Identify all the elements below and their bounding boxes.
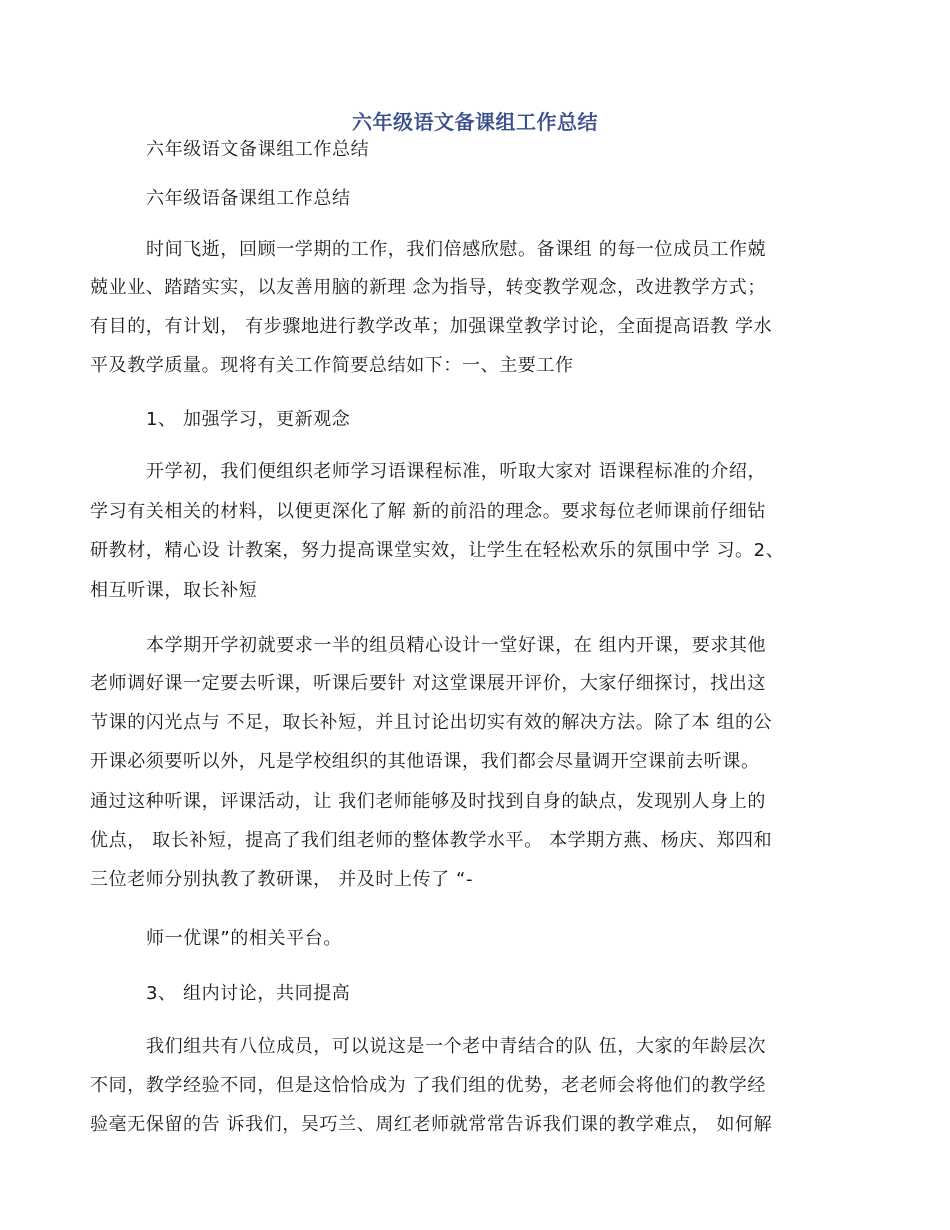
section-heading: 3、 组内讨论，共同提高 (146, 983, 351, 1004)
section-heading: 相互听课，取长补短 (90, 580, 258, 601)
paragraph-line: 节课的闪光点与 不足，取长补短，并且讨论出切实有效的解决方法。除了本 组的公 (90, 712, 773, 733)
subtitle-line: 六年级语备课组工作总结 (146, 188, 351, 209)
paragraph-line: 开课必须要听以外，凡是学校组织的其他语课，我们都会尽量调开空课前去听课。 (90, 751, 760, 772)
paragraph-line: 三位老师分别执教了教研课， 并及时上传了 “- (90, 869, 474, 890)
paragraph-line: 师一优课”的相关平台。 (146, 928, 342, 949)
section-heading: 1、 加强学习，更新观念 (146, 409, 351, 430)
paragraph-line: 老师调好课一定要去听课，听课后要针 对这堂课展开评价，大家仔细探讨，找出这 (90, 673, 766, 694)
paragraph-line: 我们组共有八位成员，可以说这是一个老中青结合的队 伍，大家的年龄层次 (146, 1036, 767, 1057)
paragraph-line: 时间飞逝，回顾一学期的工作，我们倍感欣慰。备课组 的每一位成员工作兢 (146, 239, 767, 260)
paragraph-line: 学习有关相关的材料，以便更深化了解 新的前沿的理念。要求每位老师课前仔细钻 (90, 501, 766, 522)
paragraph-line: 优点， 取长补短，提高了我们组老师的整体教学水平。 本学期方燕、杨庆、郑四和 (90, 830, 773, 851)
paragraph-line: 不同，教学经验不同，但是这恰恰成为 了我们组的优势，老老师会将他们的教学经 (90, 1075, 766, 1096)
document-title: 六年级语文备课组工作总结 (352, 110, 598, 134)
paragraph-line: 研教材，精心设 计教案，努力提高课堂实效，让学生在轻松欢乐的氛围中学 习。2、 (90, 540, 785, 561)
paragraph-line: 开学初，我们便组织老师学习语课程标准，听取大家对 语课程标准的介绍， (146, 461, 767, 482)
paragraph-line: 本学期开学初就要求一半的组员精心设计一堂好课，在 组内开课，要求其他 (146, 635, 767, 656)
subtitle-line: 六年级语文备课组工作总结 (146, 139, 370, 160)
paragraph-line: 通过这种听课，评课活动，让 我们老师能够及时找到自身的缺点，发现别人身上的 (90, 791, 766, 812)
paragraph-line: 有目的，有计划， 有步骤地进行教学改革；加强课堂教学讨论，全面提高语教 学水 (90, 316, 773, 337)
paragraph-line: 平及教学质量。现将有关工作简要总结如下：一、主要工作 (90, 355, 574, 376)
paragraph-line: 验毫无保留的告 诉我们，吴巧兰、周红老师就常常告诉我们课的教学难点， 如何解 (90, 1114, 773, 1135)
paragraph-line: 兢业业、踏踏实实，以友善用脑的新理 念为指导，转变教学观念，改进教学方式； (90, 277, 766, 298)
